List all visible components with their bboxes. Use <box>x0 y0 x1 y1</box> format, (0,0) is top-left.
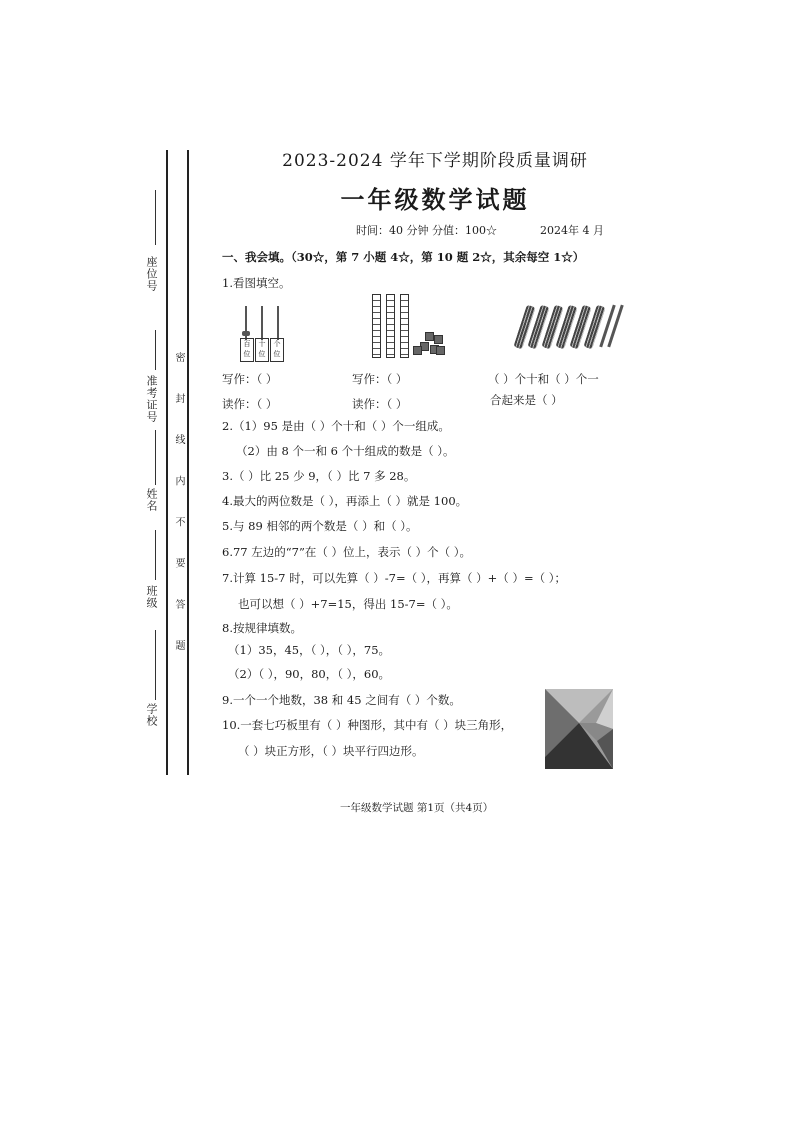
q1-combined[interactable]: 合起来是（ ） <box>490 393 563 407</box>
margin-line-inner <box>187 150 189 775</box>
abacus-place-tens: 十位 <box>255 338 269 362</box>
exam-date: 2024年 4 月 <box>540 224 604 237</box>
question-10-1[interactable]: 10.一套七巧板里有（ ）种图形，其中有（ ）块三角形， <box>222 718 513 732</box>
question-8: 8.按规律填数。 <box>222 621 302 635</box>
question-5[interactable]: 5.与 89 相邻的两个数是（ ）和（ ）。 <box>222 519 418 533</box>
question-3[interactable]: 3.（ ）比 25 少 9，（ ）比 7 多 28。 <box>222 469 416 483</box>
margin-line-outer <box>166 150 168 775</box>
question-2-2[interactable]: （2）由 8 个一和 6 个十组成的数是（ ）。 <box>236 444 455 458</box>
school-label: 学校 <box>145 703 158 727</box>
question-7-1[interactable]: 7.计算 15-7 时，可以先算（ ）-7=（ ），再算（ ）+（ ）=（ ）； <box>222 571 567 585</box>
q1-label: 1.看图填空。 <box>222 276 291 290</box>
seat-number-label: 座位号 <box>145 256 158 292</box>
page-footer: 一年级数学试题 第1页（共4页） <box>340 802 494 814</box>
abacus-place-ones: 个位 <box>270 338 284 362</box>
exam-id-label: 准考证号 <box>145 375 158 423</box>
exam-title: 2023-2024 学年下学期阶段质量调研 <box>282 151 588 171</box>
q1-tens-ones[interactable]: （ ）个十和（ ）个一 <box>488 372 599 386</box>
class-field[interactable] <box>155 530 156 580</box>
name-field[interactable] <box>155 430 156 485</box>
q1-write-2[interactable]: 写作：（ ） <box>352 372 408 386</box>
exam-subject: 一年级数学试题 <box>340 185 530 214</box>
school-field[interactable] <box>155 630 156 700</box>
question-9[interactable]: 9.一个一个地数，38 和 45 之间有（ ）个数。 <box>222 693 461 707</box>
q1-read-1[interactable]: 读作：（ ） <box>222 397 278 411</box>
question-10-2[interactable]: （ ）块正方形，（ ）块平行四边形。 <box>238 744 424 758</box>
seal-notice: 密 封 线 内 不 要 答 题 <box>173 352 184 665</box>
question-2-1[interactable]: 2.（1）95 是由（ ）个十和（ ）个一组成。 <box>222 419 450 433</box>
question-4[interactable]: 4.最大的两位数是（ ），再添上（ ）就是 100。 <box>222 494 468 508</box>
q1-read-2[interactable]: 读作：（ ） <box>352 397 408 411</box>
tangram-icon <box>545 689 613 769</box>
abacus-place-hundreds: 百位 <box>240 338 254 362</box>
exam-id-field[interactable] <box>155 330 156 370</box>
q1-write-1[interactable]: 写作：（ ） <box>222 372 278 386</box>
name-label: 姓名 <box>145 488 158 512</box>
seat-number-field[interactable] <box>155 190 156 245</box>
question-6[interactable]: 6.77 左边的“7”在（ ）位上，表示（ ）个（ ）。 <box>222 545 472 559</box>
question-7-2[interactable]: 也可以想（ ）+7=15，得出 15-7=（ ）。 <box>238 597 458 611</box>
question-8-1[interactable]: （1）35，45，（ ），（ ），75。 <box>228 643 391 657</box>
section-heading: 一、我会填。（30☆，第 7 小题 4☆，第 10 题 2☆，其余每空 1☆） <box>222 250 585 264</box>
time-score: 时间：40 分钟 分值：100☆ <box>356 224 497 237</box>
class-label: 班级 <box>145 585 158 609</box>
question-8-2[interactable]: （2）（ ），90，80，（ ），60。 <box>228 667 391 681</box>
